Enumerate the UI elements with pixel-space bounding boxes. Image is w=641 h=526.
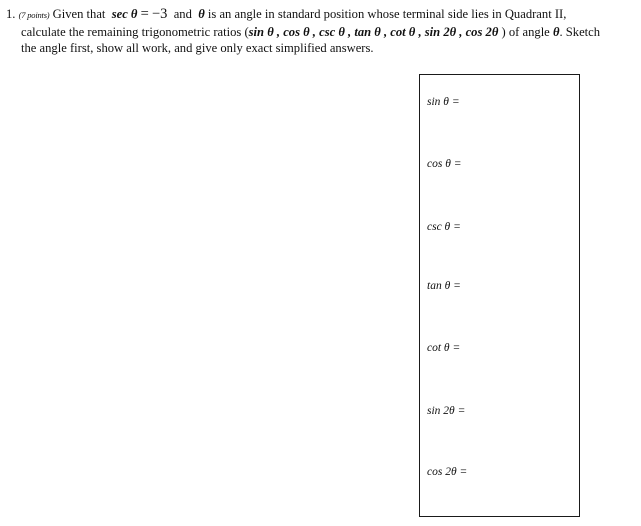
and-text: and bbox=[173, 7, 192, 21]
sketch-text: . Sketch bbox=[559, 24, 601, 39]
sec-theta-expr: sec θ bbox=[111, 7, 138, 21]
theta-symbol-2: θ bbox=[552, 24, 560, 39]
question-line-2 bbox=[6, 24, 638, 41]
quadrant-text: is an angle in standard position whose terminal side lies in Quadrant II, bbox=[207, 7, 567, 21]
answer-label-sin: sin θ = bbox=[427, 96, 460, 108]
answer-label-cos: cos θ = bbox=[427, 158, 462, 170]
given-that-text: Given that bbox=[52, 7, 106, 21]
theta-symbol: θ bbox=[198, 7, 205, 21]
answer-label-tan: tan θ = bbox=[427, 280, 461, 292]
question-line-1 bbox=[6, 6, 638, 24]
question-text bbox=[6, 6, 638, 57]
ratios-list: sin θ , cos θ , csc θ , tan θ , cot θ , sin 2θ , cos 2θ bbox=[248, 24, 499, 39]
sec-value: −3 bbox=[151, 6, 168, 22]
answer-label-cos2: cos 2θ = bbox=[427, 466, 468, 478]
answer-box bbox=[419, 74, 580, 517]
question-line-3: the angle first, show all work, and give only exact simplified answers. bbox=[21, 41, 374, 55]
answer-label-cot: cot θ = bbox=[427, 342, 461, 354]
answer-label-csc: csc θ = bbox=[427, 221, 461, 233]
calculate-text: calculate the remaining trigonometric ratios ( bbox=[21, 24, 249, 39]
answer-label-sin2: sin 2θ = bbox=[427, 405, 466, 417]
question-points: (7 points) bbox=[18, 10, 50, 20]
equals-sign: = bbox=[140, 6, 149, 22]
question-number: 1. bbox=[6, 7, 16, 21]
of-angle-text: ) of angle bbox=[498, 24, 550, 39]
